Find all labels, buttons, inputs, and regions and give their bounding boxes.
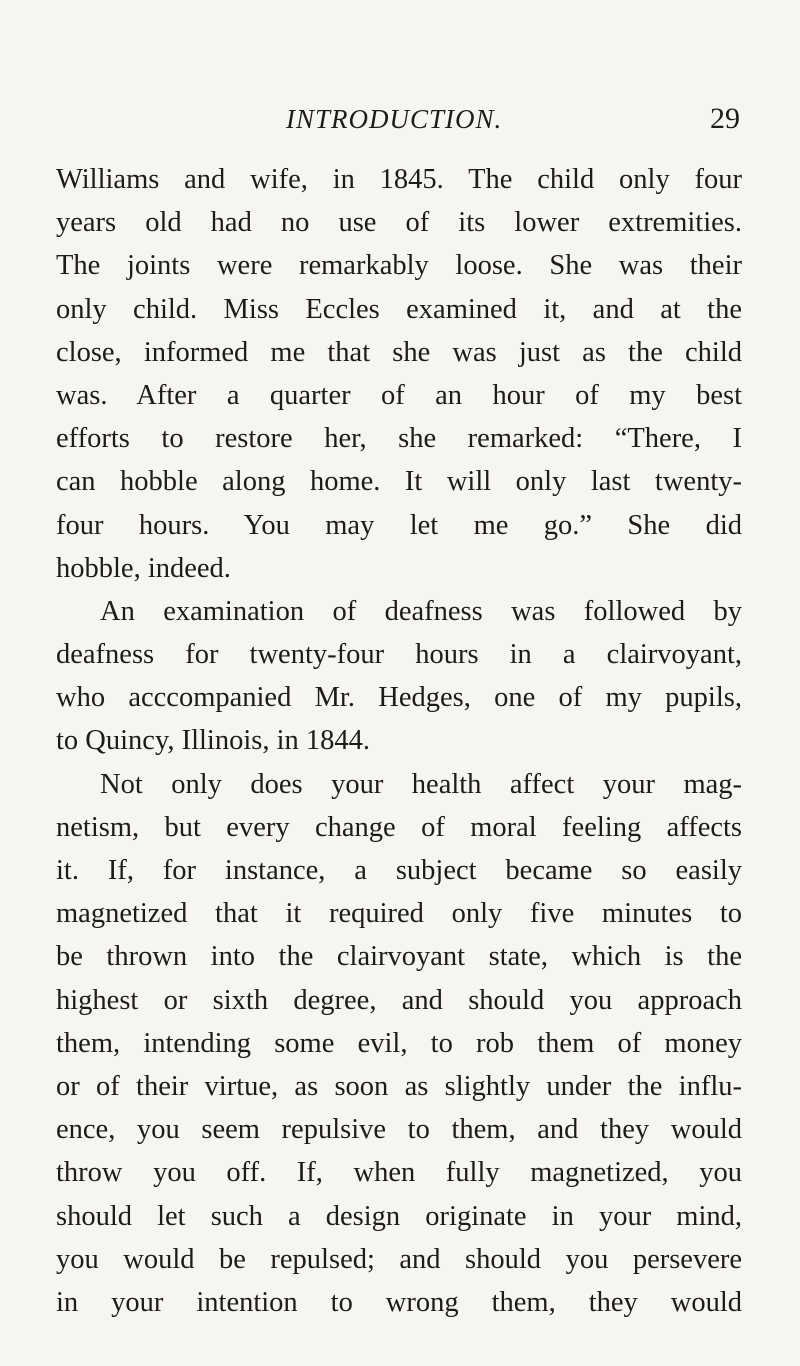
- text-line: netism, but every change of moral feeling affects: [56, 811, 742, 843]
- text-line: it. If, for instance, a subject became so easily: [56, 855, 742, 886]
- text-line: Not only does your health affect your mag-: [100, 768, 742, 800]
- text-line: or of their virtue, as soon as slightly under the influ-: [56, 1070, 742, 1102]
- text-line: was. After a quarter of an hour of my best: [56, 379, 742, 411]
- text-line: efforts to restore her, she remarked: “There, I: [56, 423, 742, 455]
- text-line: close, informed me that she was just as the child: [56, 336, 742, 368]
- text-line: who acccompanied Mr. Hedges, one of my pupils,: [56, 682, 742, 714]
- page-number: 29: [710, 102, 740, 135]
- text-line: ence, you seem repulsive to them, and they would: [56, 1114, 742, 1146]
- text-line: An examination of deafness was followed by: [100, 595, 742, 627]
- text-line: The joints were remarkably loose. She was their: [56, 250, 742, 282]
- text-line: magnetized that it required only five minutes to: [56, 898, 742, 930]
- page-header: [0, 104, 800, 144]
- text-line: deafness for twenty-four hours in a clairvoyant,: [56, 639, 742, 671]
- text-line: you would be repulsed; and should you persevere: [56, 1243, 742, 1275]
- text-line: four hours. You may let me go.” She did: [56, 509, 742, 541]
- text-line: them, intending some evil, to rob them of money: [56, 1027, 742, 1059]
- text-line: throw you off. If, when fully magnetized, you: [56, 1157, 742, 1189]
- text-line: should let such a design originate in your mind,: [56, 1200, 742, 1232]
- text-line: can hobble along home. It will only last twenty-: [56, 466, 742, 498]
- text-line: in your intention to wrong them, they would: [56, 1286, 742, 1318]
- text-line: highest or sixth degree, and should you approach: [56, 984, 742, 1016]
- text-line: years old had no use of its lower extremities.: [56, 207, 742, 239]
- text-line: only child. Miss Eccles examined it, and at the: [56, 293, 742, 325]
- text-line: to Quincy, Illinois, in 1844.: [56, 725, 371, 757]
- running-title: INTRODUCTION.: [286, 104, 503, 134]
- body-text: [56, 158, 742, 1324]
- text-line: hobble, indeed.: [56, 552, 231, 584]
- text-line: Williams and wife, in 1845. The child only four: [56, 164, 742, 195]
- text-line: be thrown into the clairvoyant state, which is the: [56, 941, 742, 973]
